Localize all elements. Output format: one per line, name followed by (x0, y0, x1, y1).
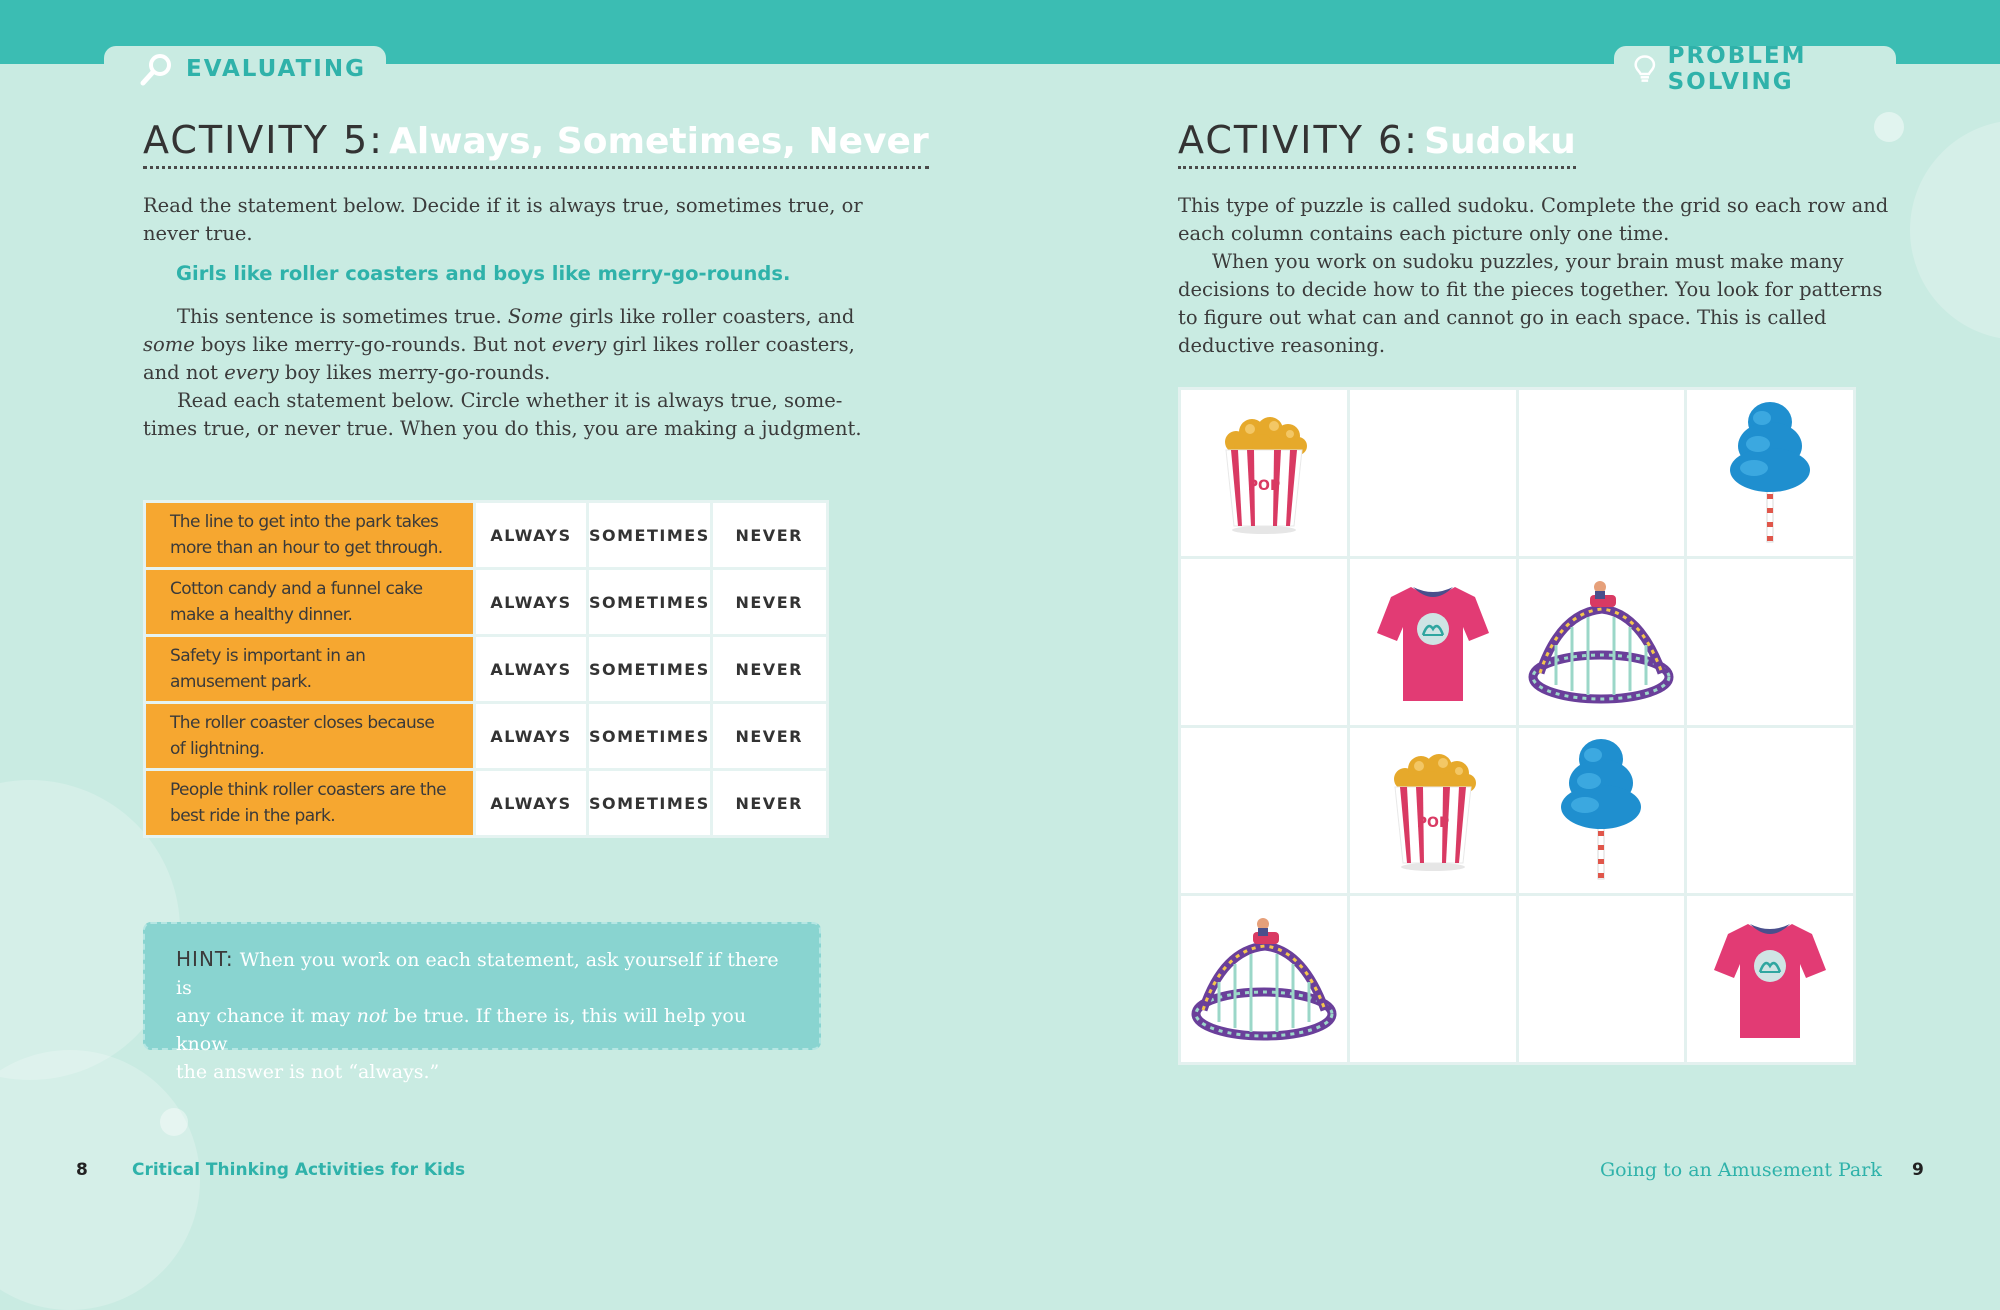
sudoku-cell[interactable] (1687, 728, 1853, 894)
sudoku-cell[interactable] (1181, 728, 1347, 894)
page-number-left: 8 (76, 1160, 88, 1180)
tshirt-icon (1373, 577, 1493, 707)
statement-text (145, 703, 475, 770)
statement-line: more than an hour to get through. (170, 538, 443, 558)
text-line: This type of puzzle is called sudoku. Complete the grid so each row and (1178, 194, 1889, 217)
option-never[interactable]: NEVER (711, 770, 827, 837)
option-always[interactable]: ALWAYS (475, 636, 588, 703)
hint-text: be true. If there is, this will help you know (176, 1005, 747, 1055)
hint-text-emphasis: not (356, 1005, 388, 1027)
tshirt-icon (1710, 914, 1830, 1044)
hint-text: any chance it may (176, 1005, 357, 1027)
emphasis-text: some (143, 333, 195, 356)
activity6-intro (1178, 192, 1908, 360)
sudoku-grid (1178, 387, 1856, 1065)
section-label: EVALUATING (186, 56, 366, 82)
svg-text:POP: POP (1247, 477, 1281, 494)
lightbulb-icon (1634, 52, 1656, 86)
activity6-name: Sudoku (1424, 121, 1576, 162)
statement-line: make a healthy dinner. (170, 605, 353, 625)
option-sometimes[interactable]: SOMETIMES (588, 703, 712, 770)
table-row (145, 502, 828, 569)
emphasis-text: every (224, 361, 279, 384)
table-row (145, 770, 828, 837)
activity5-explanation (143, 303, 863, 387)
emphasis-text: Some (507, 305, 564, 328)
section-tab-evaluating (104, 46, 386, 92)
option-always[interactable]: ALWAYS (475, 703, 588, 770)
statement-text (145, 636, 475, 703)
roller-coaster-icon (1189, 914, 1339, 1044)
text-line: decisions to decide how to fit the pieces together. You look for patterns (1178, 278, 1883, 301)
text-run: boys like merry-go-rounds. But not (194, 333, 552, 356)
text-line: When you work on sudoku puzzles, your brain must make many (1212, 250, 1844, 273)
option-never[interactable]: NEVER (711, 569, 827, 636)
activity5-number: ACTIVITY 5: (143, 118, 384, 162)
table-row (145, 703, 828, 770)
statement-line: best ride in the park. (170, 806, 335, 826)
option-always[interactable]: ALWAYS (475, 770, 588, 837)
sudoku-cell (1350, 728, 1516, 894)
activity5-intro (143, 192, 863, 248)
option-sometimes[interactable]: SOMETIMES (588, 569, 712, 636)
sudoku-cell (1687, 390, 1853, 556)
statement-text (145, 770, 475, 837)
option-always[interactable]: ALWAYS (475, 569, 588, 636)
page-number-right: 9 (1912, 1160, 1924, 1180)
sudoku-cell[interactable] (1519, 896, 1685, 1062)
sudoku-cell (1181, 390, 1347, 556)
activity6-number: ACTIVITY 6: (1178, 118, 1419, 162)
text-line: never true. (143, 222, 253, 245)
decor-bubble (1874, 112, 1904, 142)
text-line: to figure out what can and cannot go in each space. This is called (1178, 306, 1827, 329)
decor-bubble (0, 1050, 200, 1310)
statement-line: The roller coaster closes because (170, 713, 435, 733)
option-sometimes[interactable]: SOMETIMES (588, 636, 712, 703)
activity5-title (143, 118, 929, 169)
text-line: Read each statement below. Circle whether it is always true, some- (177, 389, 843, 412)
magnifier-icon (140, 52, 174, 86)
statement-line: Cotton candy and a funnel cake (170, 579, 423, 599)
section-label: PROBLEM SOLVING (1667, 43, 1807, 95)
sudoku-cell (1687, 896, 1853, 1062)
option-sometimes[interactable]: SOMETIMES (588, 502, 712, 569)
chapter-title: Going to an Amusement Park (1600, 1159, 1882, 1181)
activity6-title (1178, 118, 1576, 169)
hint-box (143, 922, 821, 1083)
decor-bubble (1910, 120, 2000, 340)
option-never[interactable]: NEVER (711, 703, 827, 770)
sudoku-cell[interactable] (1350, 390, 1516, 556)
hint-text: the answer is not “always.” (176, 1061, 440, 1083)
decor-bubble (160, 1108, 188, 1136)
statement-line: People think roller coasters are the (170, 780, 446, 800)
statement-line: of lightning. (170, 739, 265, 759)
statement-text (145, 569, 475, 636)
hint-label: HINT: (176, 947, 234, 971)
text-line: each column contains each picture only one time. (1178, 222, 1670, 245)
text-run: boy likes merry-go-rounds. (278, 361, 551, 384)
cotton-candy-icon (1551, 735, 1651, 885)
activity5-statement: Girls like roller coasters and boys like merry-go-rounds. (176, 262, 791, 285)
sudoku-cell[interactable] (1181, 559, 1347, 725)
popcorn-icon (1214, 412, 1314, 534)
sudoku-cell (1519, 728, 1685, 894)
text-line: deductive reasoning. (1178, 334, 1386, 357)
activity5-name: Always, Sometimes, Never (389, 121, 929, 162)
option-sometimes[interactable]: SOMETIMES (588, 770, 712, 837)
sudoku-cell[interactable] (1687, 559, 1853, 725)
text-run: and not (143, 361, 225, 384)
statement-line: amusement park. (170, 672, 312, 692)
text-run: girls like roller coasters, and (563, 305, 855, 328)
hint-text: When you work on each statement, ask yourself if there is (176, 949, 779, 999)
option-never[interactable]: NEVER (711, 636, 827, 703)
statements-table (143, 500, 829, 838)
statement-line: The line to get into the park takes (170, 512, 439, 532)
text-line: Read the statement below. Decide if it is always true, sometimes true, or (143, 194, 863, 217)
sudoku-cell[interactable] (1350, 896, 1516, 1062)
cotton-candy-icon (1720, 398, 1820, 548)
activity5-instructions (143, 387, 863, 443)
popcorn-icon (1383, 749, 1483, 871)
sudoku-cell[interactable] (1519, 390, 1685, 556)
text-run: This sentence is sometimes true. (177, 305, 508, 328)
svg-text:POP: POP (1416, 815, 1449, 832)
sudoku-cell (1181, 896, 1347, 1062)
table-row (145, 636, 828, 703)
book-title: Critical Thinking Activities for Kids (132, 1160, 466, 1180)
text-run: girl likes roller coasters, (606, 333, 855, 356)
sudoku-cell (1519, 559, 1685, 725)
emphasis-text: every (551, 333, 607, 356)
statement-text (145, 502, 475, 569)
option-always[interactable]: ALWAYS (475, 502, 588, 569)
sudoku-cell (1350, 559, 1516, 725)
roller-coaster-icon (1526, 577, 1676, 707)
section-tab-problem-solving (1614, 43, 1896, 95)
statement-line: Safety is important in an (170, 646, 366, 666)
table-row (145, 569, 828, 636)
text-line: times true, or never true. When you do this, you are making a judgment. (143, 417, 862, 440)
option-never[interactable]: NEVER (711, 502, 827, 569)
